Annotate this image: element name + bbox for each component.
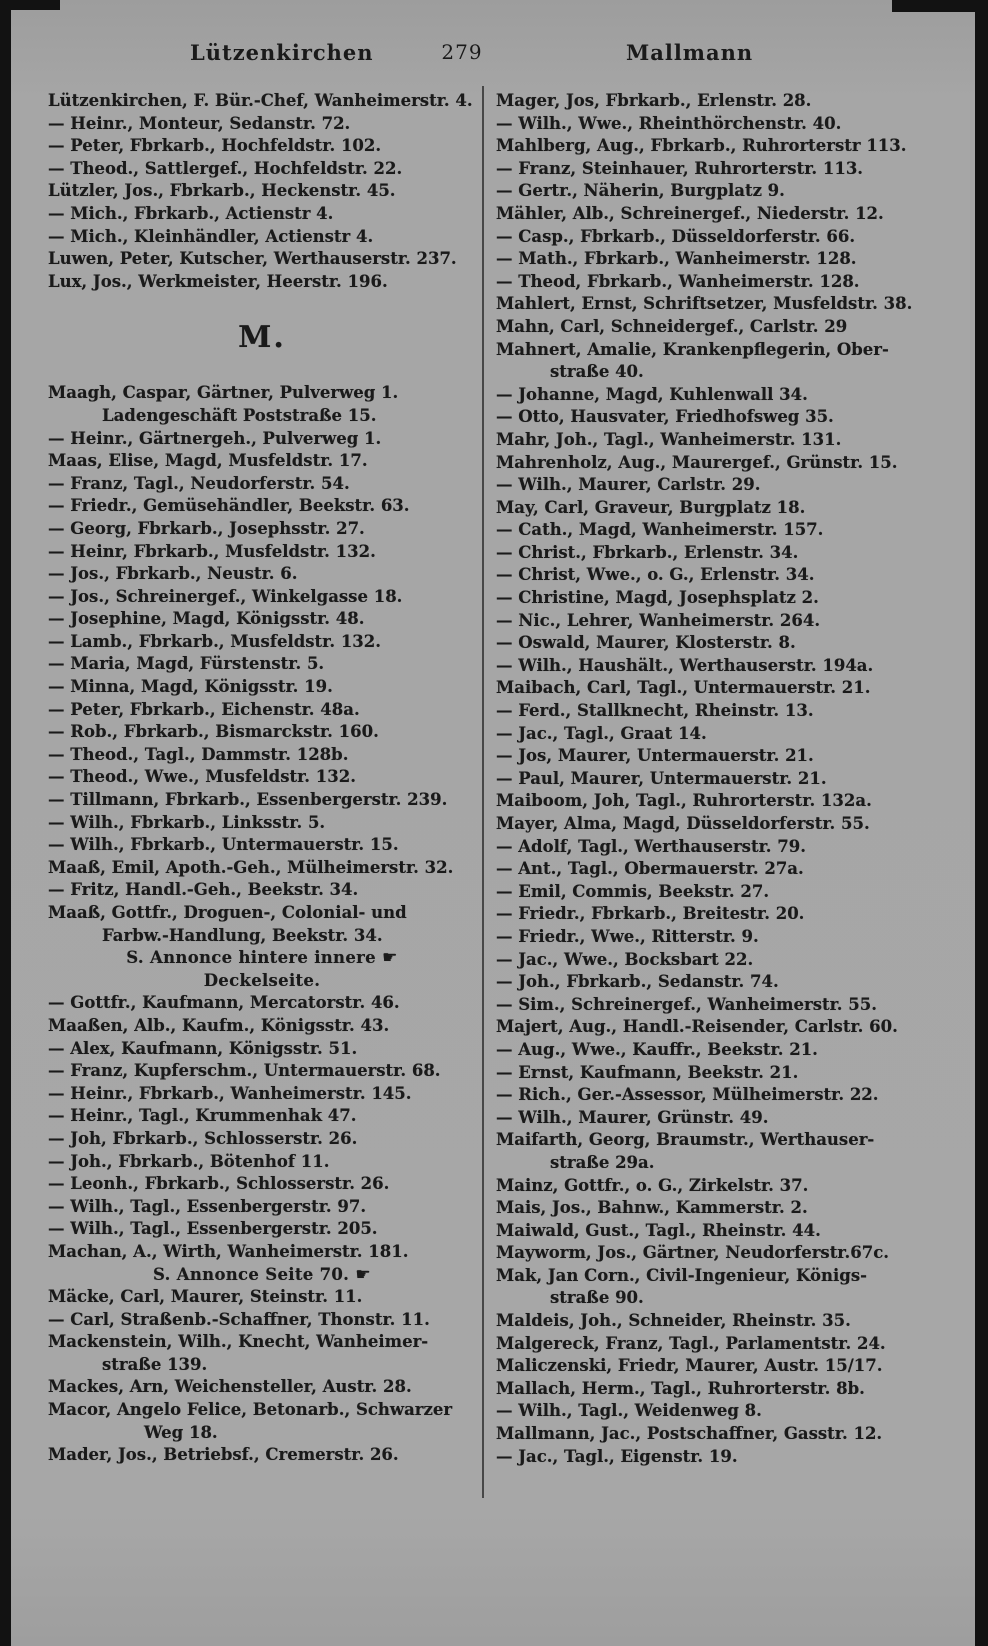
directory-line: — Alex, Kaufmann, Königsstr. 51. — [48, 1038, 358, 1058]
directory-line: — Leonh., Fbrkarb., Schlosserstr. 26. — [48, 1174, 390, 1194]
directory-line: Machan, A., Wirth, Wanheimerstr. 181. — [48, 1241, 409, 1261]
directory-line: — Christ, Wwe., o. G., Erlenstr. 34. — [496, 565, 815, 585]
header-left-keyword: Lützenkirchen — [190, 40, 374, 65]
directory-line: — Wilh., Tagl., Essenbergerstr. 97. — [48, 1196, 367, 1216]
directory-line: — Sim., Schreinergef., Wanheimerstr. 55. — [496, 994, 877, 1014]
directory-line: — Wilh., Maurer, Grünstr. 49. — [496, 1107, 769, 1127]
directory-line: — Friedr., Wwe., Ritterstr. 9. — [496, 926, 759, 946]
directory-line: — Nic., Lehrer, Wanheimerstr. 264. — [496, 610, 821, 630]
directory-line: — Joh., Fbrkarb., Bötenhof 11. — [48, 1151, 330, 1171]
directory-line: — Wilh., Tagl., Essenbergerstr. 205. — [48, 1219, 378, 1239]
directory-line: — Franz, Kupferschm., Untermauerstr. 68. — [48, 1061, 441, 1081]
directory-line: Maiwald, Gust., Tagl., Rheinstr. 44. — [496, 1220, 821, 1240]
directory-line: — Heinr., Gärtnergeh., Pulverweg 1. — [48, 428, 382, 448]
directory-line: — Mich., Fbrkarb., Actienstr 4. — [48, 203, 334, 223]
directory-line: Maliczenski, Friedr, Maurer, Austr. 15/17. — [496, 1356, 883, 1376]
directory-line: — Joh, Fbrkarb., Schlosserstr. 26. — [48, 1128, 358, 1148]
directory-line: — Christine, Magd, Josephsplatz 2. — [496, 588, 819, 608]
directory-line: — Jos, Maurer, Untermauerstr. 21. — [496, 746, 814, 766]
directory-line: — Franz, Tagl., Neudorferstr. 54. — [48, 473, 350, 493]
annonce-note: S. Annonce hintere innere ☛ — [126, 948, 398, 969]
directory-line: Mahnert, Amalie, Krankenpflegerin, Ober- — [496, 339, 889, 359]
directory-line: — Theod., Tagl., Dammstr. 128b. — [48, 744, 349, 764]
scan-edge-left — [0, 0, 11, 1646]
directory-line: Malgereck, Franz, Tagl., Parlamentstr. 24. — [496, 1333, 886, 1353]
directory-line: Mahn, Carl, Schneidergef., Carlstr. 29 — [496, 316, 848, 336]
directory-column-left — [48, 90, 476, 1467]
directory-line: — Theod., Sattlergef., Hochfeldstr. 22. — [48, 158, 403, 178]
directory-line: — Georg, Fbrkarb., Josephsstr. 27. — [48, 518, 365, 538]
scan-edge-right — [975, 0, 988, 1646]
directory-line: — Christ., Fbrkarb., Erlenstr. 34. — [496, 542, 799, 562]
directory-line: Maldeis, Joh., Schneider, Rheinstr. 35. — [496, 1311, 851, 1331]
directory-line: straße 90. — [550, 1288, 644, 1308]
running-header — [0, 40, 988, 72]
annonce-note: Deckelseite. — [203, 970, 321, 990]
directory-line: Maaßen, Alb., Kaufm., Königsstr. 43. — [48, 1015, 390, 1035]
manicule-icon: ☛ — [349, 1264, 371, 1285]
directory-line: — Wilh., Maurer, Carlstr. 29. — [496, 475, 761, 495]
directory-line: Mackenstein, Wilh., Knecht, Wanheimer- — [48, 1332, 429, 1352]
directory-line: — Maria, Magd, Fürstenstr. 5. — [48, 654, 325, 674]
directory-line: — Cath., Magd, Wanheimerstr. 157. — [496, 520, 824, 540]
directory-line: — Peter, Fbrkarb., Eichenstr. 48a. — [48, 699, 360, 719]
directory-line: straße 40. — [550, 362, 644, 382]
page-number: 279 — [441, 40, 483, 64]
directory-line: Lützler, Jos., Fbrkarb., Heckenstr. 45. — [48, 181, 396, 201]
directory-line: — Ernst, Kaufmann, Beekstr. 21. — [496, 1062, 799, 1082]
directory-line: — Theod., Wwe., Musfeldstr. 132. — [48, 767, 356, 787]
scan-corner-top-left — [0, 0, 60, 10]
directory-line: — Fritz, Handl.-Geh., Beekstr. 34. — [48, 880, 359, 900]
manicule-icon: ☛ — [375, 948, 398, 969]
directory-line: — Wilh., Wwe., Rheinthörchenstr. 40. — [496, 113, 842, 133]
directory-line: — Wilh., Fbrkarb., Linksstr. 5. — [48, 812, 326, 832]
directory-line: — Oswald, Maurer, Klosterstr. 8. — [496, 633, 796, 653]
directory-line: — Wilh., Haushält., Werthauserstr. 194a. — [496, 655, 874, 675]
directory-line: — Jac., Tagl., Graat 14. — [496, 723, 707, 743]
directory-line: — Gottfr., Kaufmann, Mercatorstr. 46. — [48, 993, 400, 1013]
directory-line: Mainz, Gottfr., o. G., Zirkelstr. 37. — [496, 1175, 809, 1195]
directory-line: — Minna, Magd, Königsstr. 19. — [48, 677, 333, 697]
section-heading: M. — [238, 320, 286, 356]
scan-corner-top-right — [892, 0, 988, 12]
directory-line: — Otto, Hausvater, Friedhofsweg 35. — [496, 407, 834, 427]
directory-line: — Emil, Commis, Beekstr. 27. — [496, 881, 770, 901]
directory-line: — Casp., Fbrkarb., Düsseldorferstr. 66. — [496, 226, 856, 246]
directory-line: straße 29a. — [550, 1152, 655, 1172]
directory-line: Mak, Jan Corn., Civil-Ingenieur, Königs- — [496, 1265, 867, 1285]
directory-line: — Paul, Maurer, Untermauerstr. 21. — [496, 768, 827, 788]
directory-line: Mahlert, Ernst, Schriftsetzer, Musfeldstr. 38. — [496, 294, 913, 314]
directory-line: Mallmann, Jac., Postschaffner, Gasstr. 12. — [496, 1424, 883, 1444]
directory-line: Mäcke, Carl, Maurer, Steinstr. 11. — [48, 1287, 363, 1307]
annonce-note: S. Annonce Seite 70. ☛ — [153, 1264, 371, 1285]
directory-line: — Josephine, Magd, Königsstr. 48. — [48, 609, 365, 629]
directory-line: — Jac., Tagl., Eigenstr. 19. — [496, 1446, 738, 1466]
directory-line: Mähler, Alb., Schreinergef., Niederstr. 12. — [496, 203, 884, 223]
directory-line: — Lamb., Fbrkarb., Musfeldstr. 132. — [48, 631, 382, 651]
directory-line: Mahlberg, Aug., Fbrkarb., Ruhrorterstr 113. — [496, 136, 907, 156]
directory-line: — Wilh., Fbrkarb., Untermauerstr. 15. — [48, 835, 399, 855]
directory-line: — Jac., Wwe., Bocksbart 22. — [496, 949, 754, 969]
directory-line: May, Carl, Graveur, Burgplatz 18. — [496, 497, 806, 517]
directory-line: Farbw.-Handlung, Beekstr. 34. — [102, 925, 383, 945]
directory-line: Mahr, Joh., Tagl., Wanheimerstr. 131. — [496, 429, 842, 449]
directory-line: — Rich., Ger.-Assessor, Mülheimerstr. 22. — [496, 1085, 879, 1105]
directory-line: — Theod, Fbrkarb., Wanheimerstr. 128. — [496, 271, 860, 291]
directory-column-right — [496, 90, 958, 1468]
directory-line: — Tillmann, Fbrkarb., Essenbergerstr. 239. — [48, 790, 448, 810]
directory-line: Macor, Angelo Felice, Betonarb., Schwarzer — [48, 1400, 453, 1420]
directory-line: Maaß, Emil, Apoth.-Geh., Mülheimerstr. 32. — [48, 857, 454, 877]
directory-line: Maibach, Carl, Tagl., Untermauerstr. 21. — [496, 678, 871, 698]
header-right-keyword: Mallmann — [626, 40, 754, 65]
directory-line: — Peter, Fbrkarb., Hochfeldstr. 102. — [48, 136, 382, 156]
directory-line: — Heinr., Tagl., Krummenhak 47. — [48, 1106, 357, 1126]
directory-line: Majert, Aug., Handl.-Reisender, Carlstr. 60. — [496, 1017, 898, 1037]
directory-line: Mayworm, Jos., Gärtner, Neudorferstr.67c. — [496, 1243, 889, 1263]
directory-line: — Rob., Fbrkarb., Bismarckstr. 160. — [48, 722, 379, 742]
directory-line: — Wilh., Tagl., Weidenweg 8. — [496, 1401, 762, 1421]
directory-line: Ladengeschäft Poststraße 15. — [102, 405, 377, 425]
directory-line: — Aug., Wwe., Kauffr., Beekstr. 21. — [496, 1039, 818, 1059]
directory-line: — Johanne, Magd, Kuhlenwall 34. — [496, 384, 808, 404]
column-divider — [482, 86, 484, 1498]
directory-line: — Gertr., Näherin, Burgplatz 9. — [496, 181, 785, 201]
directory-line: — Jos., Fbrkarb., Neustr. 6. — [48, 564, 298, 584]
directory-line: Mallach, Herm., Tagl., Ruhrorterstr. 8b. — [496, 1378, 865, 1398]
directory-line: — Math., Fbrkarb., Wanheimerstr. 128. — [496, 249, 857, 269]
directory-line: — Joh., Fbrkarb., Sedanstr. 74. — [496, 972, 779, 992]
directory-line: Maiboom, Joh, Tagl., Ruhrorterstr. 132a. — [496, 791, 872, 811]
directory-line: Mais, Jos., Bahnw., Kammerstr. 2. — [496, 1198, 808, 1218]
directory-line: — Ferd., Stallknecht, Rheinstr. 13. — [496, 701, 814, 721]
directory-line: Weg 18. — [144, 1422, 218, 1442]
directory-line: — Mich., Kleinhändler, Actienstr 4. — [48, 226, 374, 246]
directory-line: Mackes, Arn, Weichensteller, Austr. 28. — [48, 1377, 412, 1397]
directory-line: straße 139. — [102, 1354, 208, 1374]
directory-line: Mager, Jos, Fbrkarb., Erlenstr. 28. — [496, 91, 812, 110]
directory-line: — Franz, Steinhauer, Ruhrorterstr. 113. — [496, 158, 864, 178]
directory-line: Maagh, Caspar, Gärtner, Pulverweg 1. — [48, 383, 399, 403]
directory-line: Mayer, Alma, Magd, Düsseldorferstr. 55. — [496, 814, 870, 833]
directory-line: — Carl, Straßenb.-Schaffner, Thonstr. 11. — [48, 1309, 430, 1329]
directory-line: Maaß, Gottfr., Droguen-, Colonial- und — [48, 903, 407, 922]
directory-line: Maifarth, Georg, Braumstr., Werthauser- — [496, 1130, 875, 1150]
directory-line: — Heinr., Fbrkarb., Wanheimerstr. 145. — [48, 1083, 412, 1103]
directory-line: Maas, Elise, Magd, Musfeldstr. 17. — [48, 451, 368, 471]
directory-line: — Friedr., Gemüsehändler, Beekstr. 63. — [48, 496, 410, 516]
directory-line: — Friedr., Fbrkarb., Breitestr. 20. — [496, 904, 805, 924]
directory-line: — Heinr., Monteur, Sedanstr. 72. — [48, 113, 351, 133]
directory-line: Mader, Jos., Betriebsf., Cremerstr. 26. — [48, 1445, 399, 1465]
directory-line: Lützenkirchen, F. Bür.-Chef, Wanheimerstr. 4. — [48, 91, 473, 110]
directory-line: Luwen, Peter, Kutscher, Werthauserstr. 237. — [48, 249, 457, 269]
directory-line: — Jos., Schreinergef., Winkelgasse 18. — [48, 586, 403, 606]
directory-line: — Heinr, Fbrkarb., Musfeldstr. 132. — [48, 541, 376, 561]
directory-line: — Ant., Tagl., Obermauerstr. 27a. — [496, 859, 804, 879]
directory-line: Lux, Jos., Werkmeister, Heerstr. 196. — [48, 271, 388, 291]
directory-line: — Adolf, Tagl., Werthauserstr. 79. — [496, 836, 806, 856]
directory-line: Mahrenholz, Aug., Maurergef., Grünstr. 15. — [496, 452, 898, 472]
